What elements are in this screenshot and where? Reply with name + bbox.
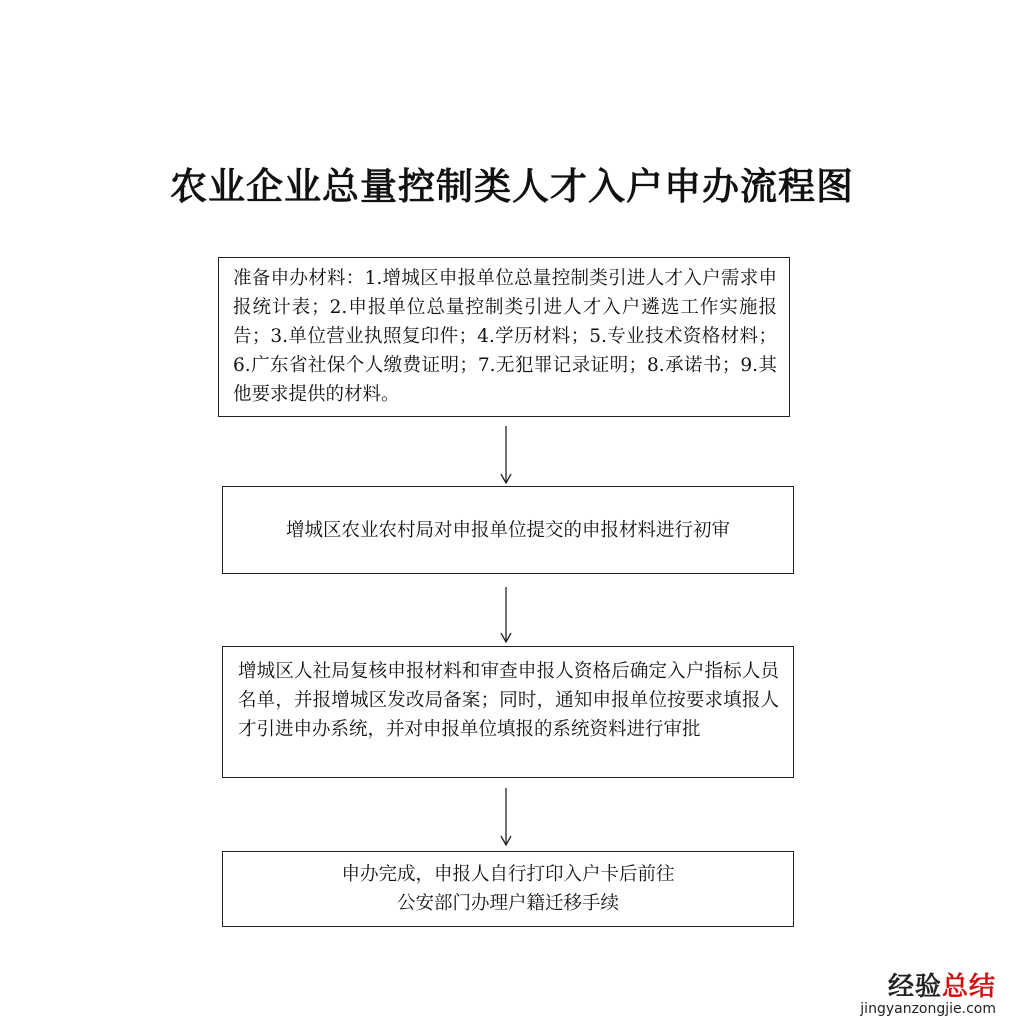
step-4-line-1: 申办完成，申报人自行打印入户卡后前往 xyxy=(341,864,675,885)
arrow-down-icon xyxy=(500,587,512,643)
watermark-logo xyxy=(860,966,996,1003)
step-4-completion xyxy=(222,851,794,927)
step-3-text: 增城区人社局复核申报材料和审查申报人资格后确定入户指标人员名单，并报增城区发改局备案；同时，通知申报单位按要求填报人才引进申办系统，并对申报单位填报的系统资料进行审批 xyxy=(238,661,779,740)
arrow-down-icon xyxy=(500,426,512,484)
watermark-part-1: 经验 xyxy=(887,972,942,1002)
watermark-part-2: 总结 xyxy=(941,972,996,1002)
page-title: 农业企业总量控制类人才入户申办流程图 xyxy=(170,165,854,208)
step-4-line-2: 公安部门办理户籍迁移手续 xyxy=(396,893,619,914)
watermark xyxy=(860,966,996,1017)
watermark-url: jingyanzongjie.com xyxy=(860,1001,996,1017)
step-3-verification-approval xyxy=(222,646,794,778)
step-1-text: 准备申办材料：1.增城区申报单位总量控制类引进人才入户需求申报统计表；2.申报单位总量控制类引进人才入户遴选工作实施报告；3.单位营业执照复印件；4.学历材料；5.专业技术资格材料；6.广东省社保个人缴费证明；7.无犯罪记录证明；8.承诺书；9.其他要求提供的材料。 xyxy=(233,268,777,405)
step-2-text: 增城区农业农村局对申报单位提交的申报材料进行初审 xyxy=(285,519,730,541)
step-2-preliminary-review xyxy=(222,486,794,574)
arrow-down-icon xyxy=(500,788,512,846)
step-1-prepare-materials xyxy=(218,257,790,417)
